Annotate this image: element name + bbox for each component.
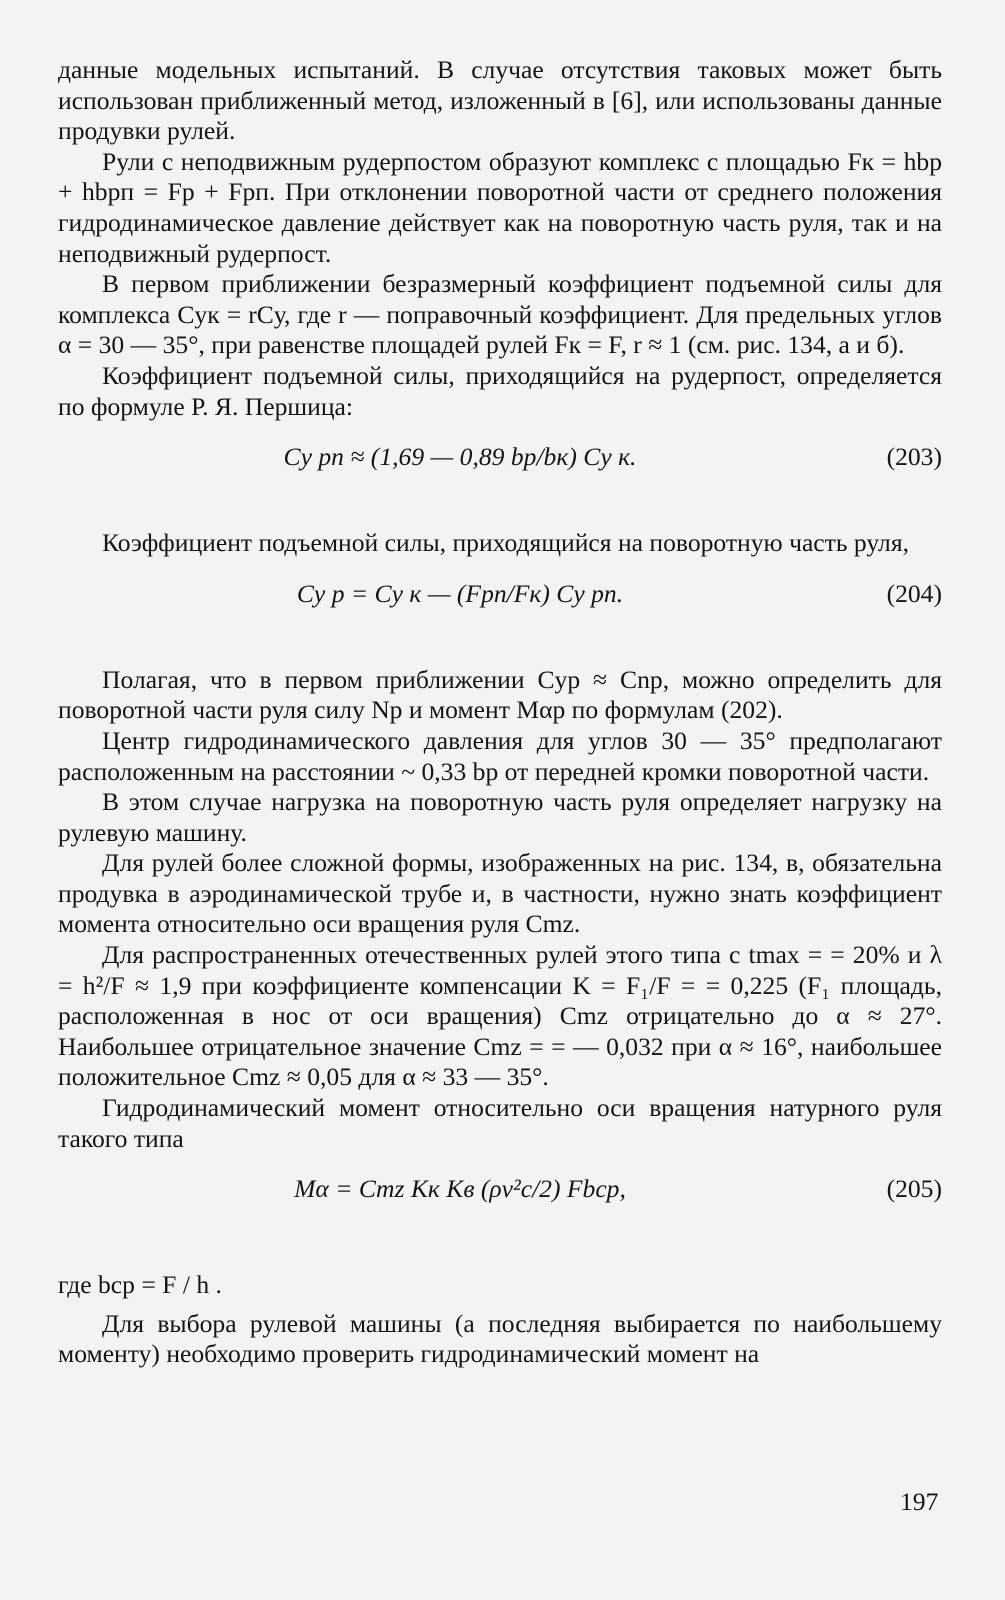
formula-205 xyxy=(58,1160,942,1248)
paragraph: Полагая, что в первом приближении Cуp ≈ Cnр, можно определить для поворотной части руля силу Nр и момент Mαр по формулам (202). xyxy=(58,664,942,725)
paragraph: Коэффициент подъемной силы, приходящийся на рудерпост, определяется по формуле Р. Я. Першица: xyxy=(58,360,942,421)
paragraph: где bср = F / h . xyxy=(58,1270,222,1300)
paragraph: Гидродинамический момент относительно оси вращения натурного руля такого типа xyxy=(58,1093,942,1153)
formula-204 xyxy=(58,565,942,643)
formula-number: (204) xyxy=(886,578,942,608)
body-text xyxy=(58,55,942,1370)
formula-number: (205) xyxy=(886,1174,942,1204)
paragraph: Центр гидродинамического давления для углов 30 — 35° предполагают расположенным на расстоянии ~ 0,33 bр от передней кромки поворотной части. xyxy=(58,725,942,786)
paragraph: Для выбора рулевой машины (а последняя выбирается по наибольшему моменту) необходимо проверить гидродинамический момент на xyxy=(58,1308,942,1369)
paragraph: Для распространенных отечественных рулей этого типа с tmax = = 20% и λ = h²/F ≈ 1,9 при коэффициенте компенсации K = F₁/F = = 0,225 (F₁ площадь, расположенная в нос от оси вращения) Cmz отрицательно до α ≈ 27°. Наибольшее отрицательное значение Cmz = = — 0,032 при α ≈ 16°, наибольшее положительное Cmz ≈ 0,05 для α ≈ 33 — 35°. xyxy=(58,940,942,1092)
paragraph: Рули с неподвижным рудерпостом образуют комплекс с площадью Fк = hbр + hbрп = Fр + Fрп. При отклонении поворотной части от среднего положения гидродинамическое давление действует как на поворотную часть руля, так и на неподвижный рудерпост. xyxy=(58,146,942,268)
paragraph: данные модельных испытаний. В случае отсутствия таковых может быть использован приближенный метод, изложенный в [6], или использованы данные продувки рулей. xyxy=(58,55,942,146)
formula-body: Cу рп ≈ (1,69 — 0,89 bр/bк) Cу к. xyxy=(283,442,637,472)
formula-203 xyxy=(58,428,942,506)
paragraph: В этом случае нагрузка на поворотную часть руля определяет нагрузку на рулевую машину. xyxy=(58,787,942,847)
page-number: 197 xyxy=(900,1487,939,1516)
formula-body: Cу р = Cу к — (Fрп/Fк) Cу рп. xyxy=(296,578,624,608)
formula-body: Mα = Cmz Kк Kв (ρv²c/2) Fbср, xyxy=(294,1174,626,1204)
paragraph: Коэффициент подъемной силы, приходящийся на поворотную часть руля, xyxy=(102,528,909,558)
formula-number: (203) xyxy=(886,442,942,472)
paragraph: В первом приближении безразмерный коэффициент подъемной силы для комплекса Cук = rCу, где r — поправочный коэффициент. Для предельных углов α = 30 — 35°, при равенстве площадей рулей Fк = F, r ≈ 1 (см. рис. 134, а и б). xyxy=(58,269,942,360)
paragraph: Для рулей более сложной формы, изображенных на рис. 134, в, обязательна продувка в аэродинамической трубе и, в частности, нужно знать коэффициент момента относительно оси вращения руля Cmz. xyxy=(58,848,942,939)
